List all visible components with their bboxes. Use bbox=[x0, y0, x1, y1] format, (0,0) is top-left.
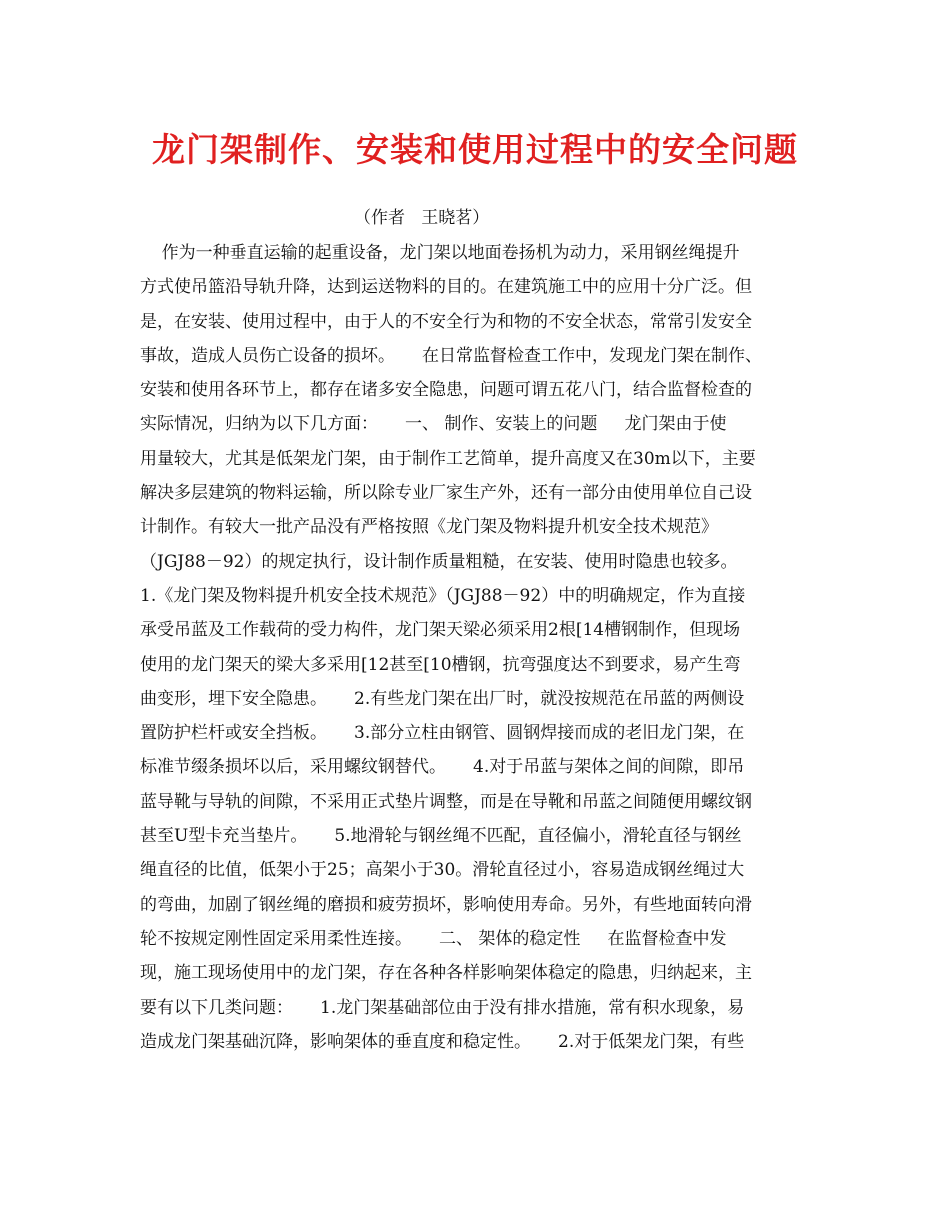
body-text-line: 要有以下几类问题： 1.龙门架基础部位由于没有排水措施，常有积水现象，易 bbox=[140, 997, 745, 1018]
body-text-line: 绳直径的比值，低架小于25；高架小于30。滑轮直径过小，容易造成钢丝绳过大 bbox=[140, 860, 745, 881]
body-text-line: 的弯曲，加剧了钢丝绳的磨损和疲劳损坏，影响使用寿命。另外，有些地面转向滑 bbox=[140, 894, 752, 915]
body-text-line: 蓝导靴与导轨的间隙，不采用正式垫片调整，而是在导靴和吊蓝之间随便用螺纹钢 bbox=[140, 791, 752, 812]
body-text-line: 作为一种垂直运输的起重设备，龙门架以地面卷扬机为动力，采用钢丝绳提升 bbox=[140, 243, 740, 263]
body-text-line: 承受吊蓝及工作载荷的受力构件，龙门架天梁必须采用2根[14槽钢制作，但现场 bbox=[140, 620, 741, 641]
body-text-line: 置防护栏杆或安全挡板。 3.部分立柱由钢管、圆钢焊接而成的老旧龙门架，在 bbox=[140, 723, 745, 744]
body-text-line: 造成龙门架基础沉降，影响架体的垂直度和稳定性。 2.对于低架龙门架，有些 bbox=[140, 1031, 745, 1052]
body-text-line: 1.《龙门架及物料提升机安全技术规范》（JGJ88－92）中的明确规定，作为直接 bbox=[140, 585, 746, 606]
body-text-line: 标准节缀条损坏以后，采用螺纹钢替代。 4.对于吊蓝与架体之间的间隙，即吊 bbox=[140, 757, 745, 778]
body-text-line: 计制作。有较大一批产品没有严格按照《龙门架及物料提升机安全技术规范》 bbox=[140, 517, 718, 538]
body-text-line: 事故，造成人员伤亡设备的损坏。 在日常监督检查工作中，发现龙门架在制作、 bbox=[140, 345, 763, 366]
body-text-line: 曲变形，埋下安全隐患。 2.有些龙门架在出厂时，就没按规范在吊蓝的两侧设 bbox=[140, 688, 745, 709]
body-text-line: 安装和使用各环节上，都存在诸多安全隐患，问题可谓五花八门，结合监督检查的 bbox=[140, 380, 752, 401]
body-text-line: 现，施工现场使用中的龙门架，存在各种各样影响架体稳定的隐患，归纳起来，主 bbox=[140, 963, 752, 984]
body-text-line: 甚至U型卡充当垫片。 5.地滑轮与钢丝绳不匹配，直径偏小，滑轮直径与钢丝 bbox=[140, 826, 742, 847]
author-line: （作者 王晓茗） bbox=[354, 208, 490, 228]
body-text-line: 实际情况，归纳为以下几方面： 一、 制作、安装上的问题 龙门架由于使 bbox=[140, 414, 727, 435]
body-text-line: 用量较大，尤其是低架龙门架，由于制作工艺简单，提升高度又在30m以下，主要 bbox=[140, 448, 756, 469]
body-text-line: 使用的龙门架天的梁大多采用[12甚至[10槽钢，抗弯强度达不到要求，易产生弯 bbox=[140, 654, 741, 675]
document-title: 龙门架制作、安装和使用过程中的安全问题 bbox=[152, 130, 798, 169]
body-text-line: 解决多层建筑的物料运输，所以除专业厂家生产外，还有一部分由使用单位自己设 bbox=[140, 483, 752, 504]
body-text-line: 方式使吊篮沿导轨升降，达到运送物料的目的。在建筑施工中的应用十分广泛。但 bbox=[140, 277, 752, 298]
body-text-line: 是，在安装、使用过程中，由于人的不安全行为和物的不安全状态，常常引发安全 bbox=[140, 311, 752, 332]
body-text-line: （JGJ88－92）的规定执行，设计制作质量粗糙，在安装、使用时隐患也较多。 bbox=[140, 551, 738, 572]
document-body bbox=[140, 236, 820, 1059]
body-text-line: 轮不按规定刚性固定采用柔性连接。 二、 架体的稳定性 在监督检查中发 bbox=[140, 928, 727, 949]
